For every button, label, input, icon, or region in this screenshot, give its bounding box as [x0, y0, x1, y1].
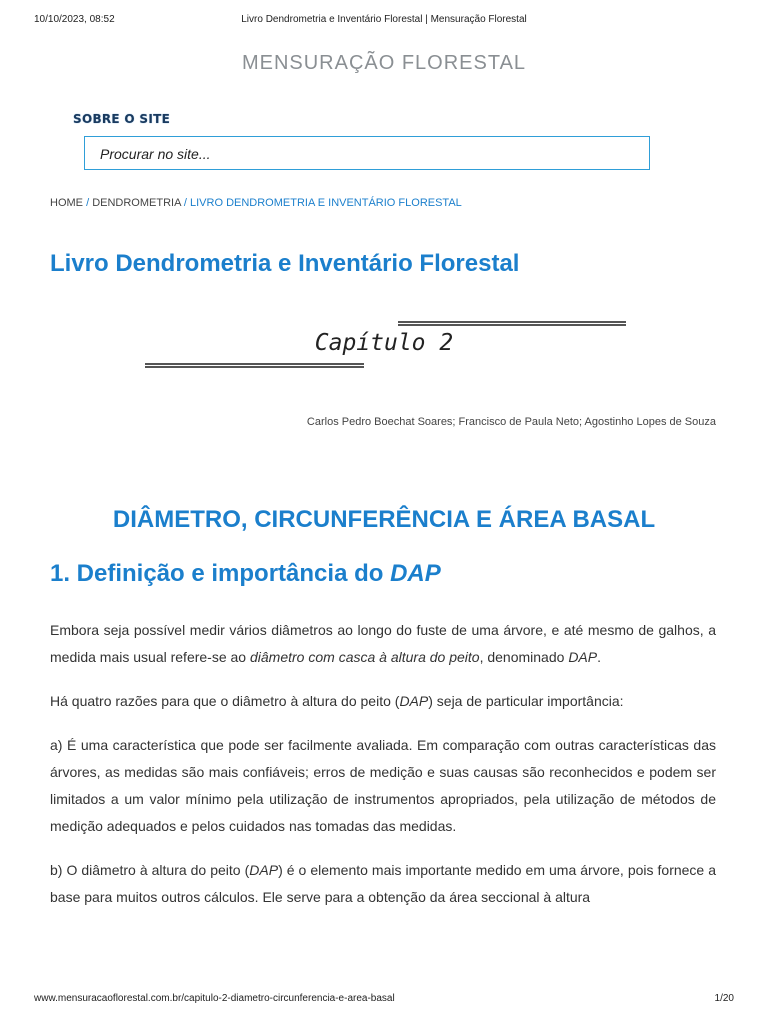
paragraph — [50, 857, 716, 911]
paragraph-text: ) é o elemento mais importante medido em uma árvore, pois fornece a base para muitos outros cálculos. Ele serve para a obtenção da área seccional à altura — [50, 862, 717, 905]
page-title: Livro Dendrometria e Inventário Florestal — [50, 250, 520, 277]
print-datetime: 10/10/2023, 08:52 — [34, 14, 115, 25]
paragraph-text: Há quatro razões para que o diâmetro à altura do peito ( — [50, 693, 400, 709]
paragraph-text: , denominado — [479, 649, 569, 665]
print-page-number: 1/20 — [714, 993, 734, 1004]
breadcrumb — [50, 197, 462, 209]
breadcrumb-home[interactable]: HOME — [50, 197, 83, 209]
breadcrumb-current: LIVRO DENDROMETRIA E INVENTÁRIO FLORESTAL — [190, 197, 462, 209]
subsection-heading — [50, 560, 441, 588]
paragraph: a) É uma característica que pode ser facilmente avaliada. Em comparação com outras características das árvores, as medidas são mais confiáveis; erros de medição e suas causas são reconhecidos e podem ser limitados a um valor mínimo pela utilização de instrumentos apropriados, pela utilização de métodos de medição adequados e pelos cuidados nas tomadas das medidas. — [50, 737, 716, 834]
paragraph-text: b) O diâmetro à altura do peito ( — [50, 862, 250, 878]
paragraph-text: ) seja de particular importância: — [428, 693, 624, 709]
decorative-double-rule — [145, 363, 364, 368]
section-heading: DIÂMETRO, CIRCUNFERÊNCIA E ÁREA BASAL — [112, 506, 656, 533]
paragraph-emphasis: DAP — [249, 862, 279, 878]
search-placeholder: Procurar no site... — [100, 146, 211, 162]
site-title[interactable]: MENSURAÇÃO FLORESTAL — [241, 52, 527, 74]
subsection-heading-text: 1. Definição e importância do — [50, 560, 391, 587]
paragraph-text: Embora seja possível medir vários diâmetros ao longo do fuste de uma árvore, e até mesmo de galhos, a medida mais usual refere-se ao — [50, 622, 716, 665]
paragraph-emphasis: DAP — [568, 649, 598, 665]
search-input[interactable] — [84, 136, 650, 170]
breadcrumb-separator: / — [183, 197, 187, 209]
article-body — [50, 617, 716, 911]
about-site-link[interactable]: SOBRE O SITE — [73, 112, 171, 126]
chapter-banner — [0, 318, 768, 374]
breadcrumb-category[interactable]: DENDROMETRIA — [92, 197, 181, 209]
subsection-heading-emphasis: DAP — [390, 560, 441, 587]
paragraph-text: . — [597, 649, 601, 665]
paragraph-emphasis: DAP — [399, 693, 429, 709]
breadcrumb-separator: / — [86, 197, 90, 209]
chapter-label: Capítulo 2 — [314, 330, 454, 356]
authors-line: Carlos Pedro Boechat Soares; Francisco de Paula Neto; Agostinho Lopes de Souza — [306, 416, 716, 428]
decorative-double-rule — [398, 321, 626, 326]
paragraph — [50, 617, 716, 671]
print-document-title: Livro Dendrometria e Inventário Florestal | Mensuração Florestal — [241, 14, 527, 25]
paragraph-emphasis: diâmetro com casca à altura do peito — [250, 649, 480, 665]
print-url: www.mensuracaoflorestal.com.br/capitulo-2-diametro-circunferencia-e-area-basal — [34, 993, 395, 1004]
paragraph — [50, 688, 716, 715]
